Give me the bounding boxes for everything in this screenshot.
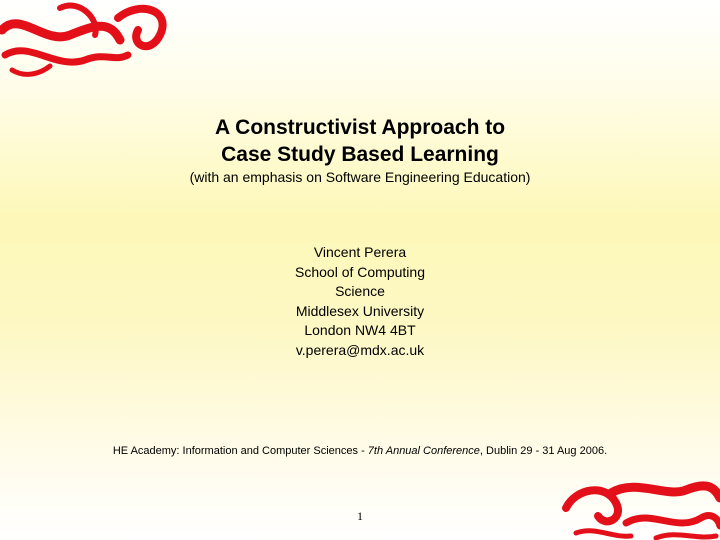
page-number: 1 [357, 509, 363, 523]
author-block [0, 243, 720, 360]
conference-line [0, 444, 720, 458]
slide-subtitle: (with an emphasis on Software Engineering Education) [189, 169, 531, 185]
author-email: v.perera@mdx.ac.uk [295, 341, 425, 358]
author-name: Vincent Perera [313, 244, 407, 260]
author-department-line-1: School of Computing [295, 263, 425, 280]
conference-suffix: , Dublin 29 - 31 Aug 2006. [479, 445, 608, 457]
red-swirl-decoration-top [0, 0, 175, 82]
red-swirl-decoration-bottom [556, 478, 720, 540]
author-address: London NW4 4BT [304, 322, 416, 338]
conference-event: 7th Annual Conference [367, 445, 480, 457]
slide-title-line-2: Case Study Based Learning [221, 143, 499, 166]
author-department-line-2: Science [335, 283, 385, 299]
author-university: Middlesex University [295, 302, 425, 319]
slide-title-line-1: A Constructivist Approach to [214, 116, 506, 139]
conference-prefix: HE Academy: Information and Computer Sciences - [112, 445, 368, 457]
